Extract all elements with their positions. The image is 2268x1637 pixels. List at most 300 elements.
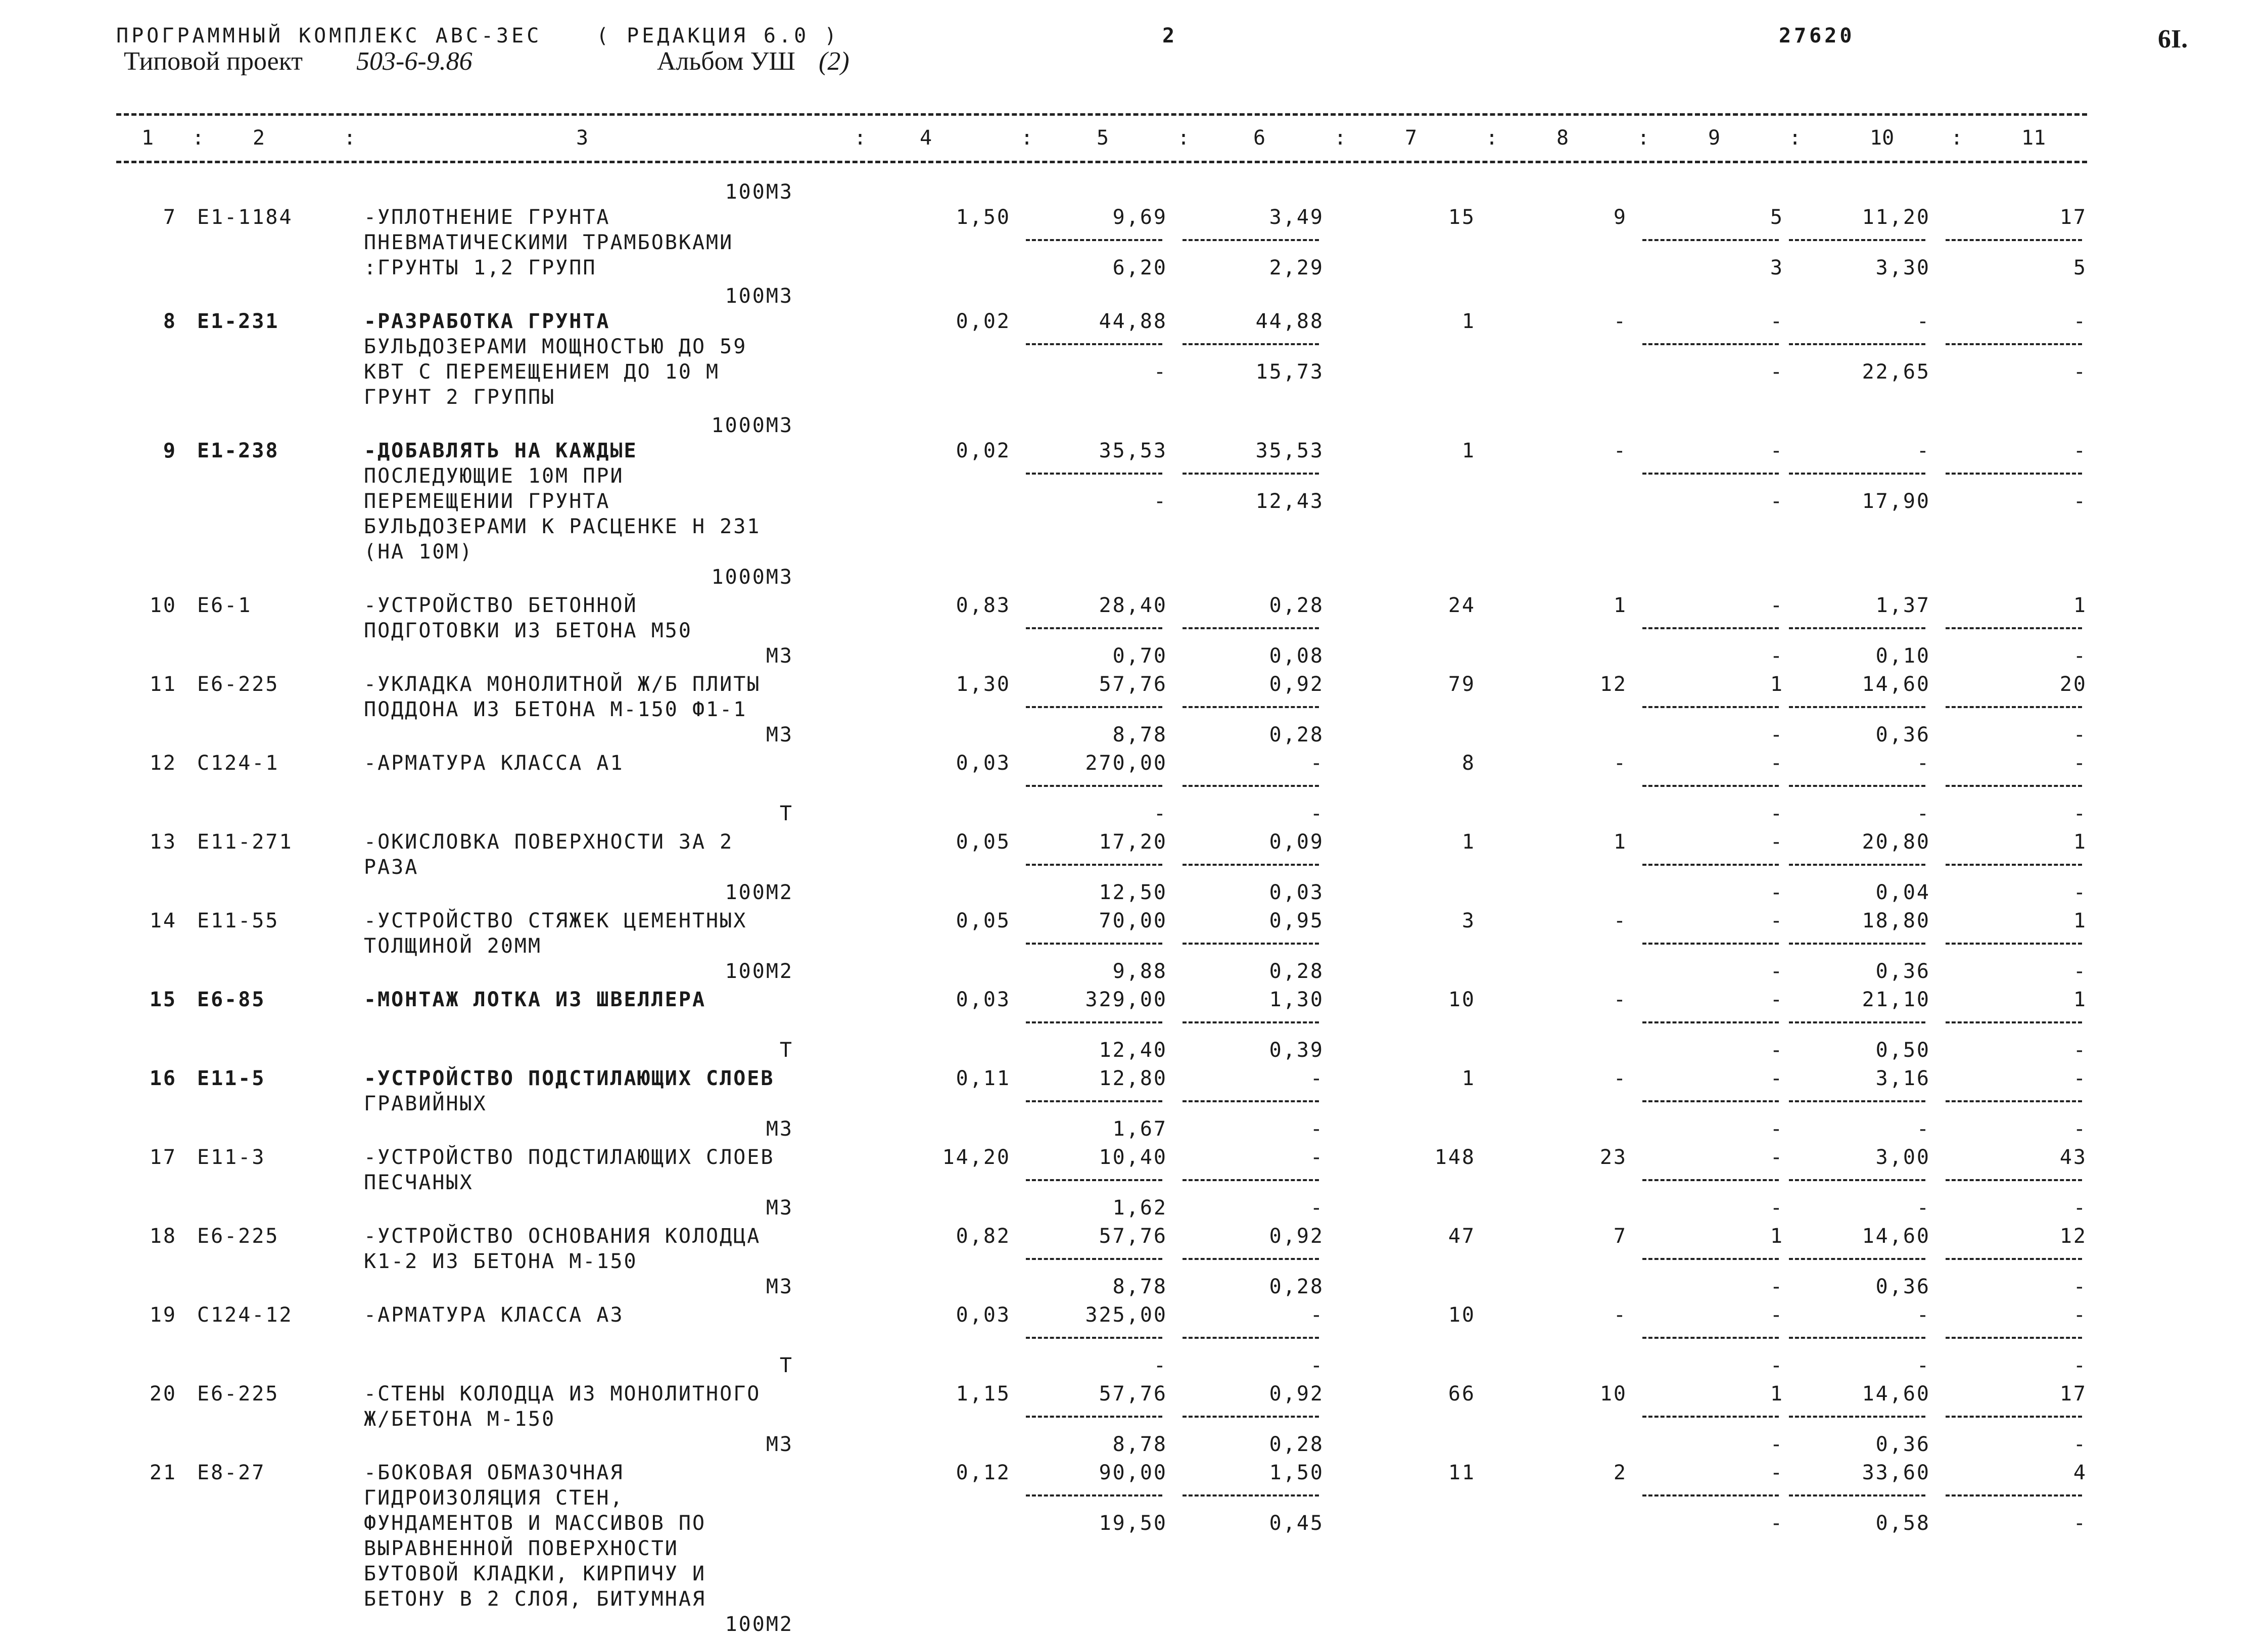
work-description: -МОНТАЖ ЛОТКА ИЗ ШВЕЛЛЕРА [364,988,706,1011]
rate-code: Е11-271 [197,830,293,854]
work-description: ПЕРЕМЕЩЕНИИ ГРУНТА [364,490,610,513]
machine-cost-value: - [1310,1067,1324,1090]
col-11-sub-value: - [2073,644,2087,668]
col-9-value: - [1770,752,1784,775]
quantity: 14,20 [942,1146,1011,1169]
work-description: БУЛЬДОЗЕРАМИ МОЩНОСТЬЮ ДО 59 [364,335,747,358]
col-11-value: - [2073,1303,2087,1327]
subtotal-divider [1026,1021,1162,1023]
quantity: 0,02 [956,310,1011,333]
col-8: - [1613,439,1627,462]
column-header-2: 2 [253,126,265,150]
unit-cost-sub-value: 6,20 [1112,256,1167,279]
work-description: ПОДГОТОВКИ ИЗ БЕТОНА М50 [364,619,692,642]
col-9-sub-value: - [1770,1117,1784,1141]
column-separator: : [1021,126,1033,150]
work-description: -УСТРОЙСТВО БЕТОННОЙ [364,594,638,617]
quantity: 0,05 [956,909,1011,932]
column-separator: : [1789,126,1802,150]
col-11-value: 12 [2059,1225,2087,1248]
machine-cost-sub-value: 0,03 [1269,881,1324,904]
rate-code: Е6-225 [197,1382,279,1406]
col-9-sub-value: - [1770,1275,1784,1298]
subtotal-divider [1789,1416,1925,1418]
project-number: 503-6-9.86 [356,47,472,76]
machine-cost-sub-value: 0,39 [1269,1039,1324,1062]
column-header-11: 11 [2021,126,2046,150]
subtotal-divider [1946,473,2082,475]
machine-cost-value: - [1310,1146,1324,1169]
machine-cost-sub-value: 15,73 [1255,360,1324,384]
row-number: 18 [149,1225,177,1248]
unit-cost-value: 17,20 [1099,830,1167,854]
subtotal-divider [1946,1100,2082,1102]
edition-label: ( РЕДАКЦИЯ 6.0 ) [596,24,840,48]
unit-cost-value: 10,40 [1099,1146,1167,1169]
rate-code: С124-1 [197,752,279,775]
row-number: 13 [149,830,177,854]
unit-cost-sub-value: 9,88 [1112,960,1167,983]
subtotal-divider [1026,343,1162,345]
unit-of-measure: 100М2 [725,960,793,983]
subtotal-divider [1183,343,1319,345]
subtotal-divider [1183,864,1319,866]
unit-of-measure: 100М3 [725,180,793,204]
machine-cost-sub-value: 0,45 [1269,1512,1324,1535]
col-11-sub-value: - [2073,802,2087,825]
rate-code: С124-12 [197,1303,293,1327]
rate-code: Е1-238 [197,439,279,462]
labor-col-7: 148 [1434,1146,1476,1169]
rate-code: Е6-225 [197,673,279,696]
subtotal-divider [1642,1258,1779,1260]
unit-of-measure: Т [779,802,793,825]
machine-cost-value: 0,28 [1269,594,1324,617]
subtotal-divider [1789,1021,1925,1023]
subtotal-divider [1642,943,1779,945]
machine-cost-value: 0,92 [1269,1225,1324,1248]
machine-cost-sub-value: - [1310,1354,1324,1377]
work-description: -УКЛАДКА МОНОЛИТНОЙ Ж/Б ПЛИТЫ [364,673,761,696]
row-number: 10 [149,594,177,617]
col-10-value: - [1916,1303,1930,1327]
col-10-sub-value: 3,30 [1875,256,1930,279]
quantity: 0,03 [956,1303,1011,1327]
unit-cost-value: 57,76 [1099,1382,1167,1406]
column-separator: : [1334,126,1347,150]
row-number: 11 [149,673,177,696]
work-description: -БОКОВАЯ ОБМАЗОЧНАЯ [364,1461,624,1484]
work-description: -ОКИСЛОВКА ПОВЕРХНОСТИ ЗА 2 [364,830,734,854]
column-header-1: 1 [141,126,154,150]
subtotal-divider [1642,864,1779,866]
work-description: ФУНДАМЕНТОВ И МАССИВОВ ПО [364,1512,706,1535]
col-8: - [1613,1303,1627,1327]
machine-cost-sub-value: 0,28 [1269,1433,1324,1456]
work-description: К1-2 ИЗ БЕТОНА М-150 [364,1250,638,1273]
work-description: -ДОБАВЛЯТЬ НА КАЖДЫЕ [364,439,638,462]
work-description: -УСТРОЙСТВО ОСНОВАНИЯ КОЛОДЦА [364,1225,761,1248]
col-10-value: 14,60 [1862,1382,1930,1406]
column-separator: : [1637,126,1650,150]
col-10-value: 11,20 [1862,206,1930,229]
col-11-sub-value: - [2073,723,2087,746]
work-description: ГРУНТ 2 ГРУППЫ [364,386,556,409]
subtotal-divider [1789,1100,1925,1102]
subtotal-divider [1642,1337,1779,1339]
subtotal-divider [1946,785,2082,787]
subtotal-divider [1026,1100,1162,1102]
col-9-value: - [1770,439,1784,462]
subtotal-divider [1789,473,1925,475]
machine-cost-value: 0,09 [1269,830,1324,854]
unit-cost-value: 35,53 [1099,439,1167,462]
subtotal-divider [1026,239,1162,241]
machine-cost-value: 35,53 [1255,439,1324,462]
col-9-value: - [1770,594,1784,617]
labor-col-7: 11 [1448,1461,1476,1484]
work-description: ПОСЛЕДУЮЩИЕ 10М ПРИ [364,464,624,488]
col-11-sub-value: - [2073,960,2087,983]
col-10-value: 20,80 [1862,830,1930,854]
quantity: 1,15 [956,1382,1011,1406]
work-description: ВЫРАВНЕННОЙ ПОВЕРХНОСТИ [364,1537,679,1560]
unit-of-measure: М3 [766,1117,793,1141]
col-11-sub-value: - [2073,1433,2087,1456]
subtotal-divider [1026,627,1162,629]
column-separator: : [192,126,205,150]
work-description: -УСТРОЙСТВО ПОДСТИЛАЮЩИХ СЛОЕВ [364,1146,775,1169]
quantity: 1,50 [956,206,1011,229]
machine-cost-sub-value: 12,43 [1255,490,1324,513]
machine-cost-value: 44,88 [1255,310,1324,333]
col-8: - [1613,752,1627,775]
col-11-sub-value: - [2073,881,2087,904]
unit-cost-sub-value: 8,78 [1112,723,1167,746]
work-description: БУЛЬДОЗЕРАМИ К РАСЦЕНКЕ Н 231 [364,515,761,538]
quantity: 1,30 [956,673,1011,696]
subtotal-divider [1789,1494,1925,1496]
unit-cost-value: 325,00 [1085,1303,1167,1327]
work-description: -РАЗРАБОТКА ГРУНТА [364,310,610,333]
work-description: ПЕСЧАНЫХ [364,1171,474,1194]
col-9-sub-value: - [1770,644,1784,668]
labor-col-7: 24 [1448,594,1476,617]
col-11-value: 1 [2073,594,2087,617]
col-10-value: 3,00 [1875,1146,1930,1169]
col-9-value: 1 [1770,1382,1784,1406]
col-10-value: - [1916,439,1930,462]
machine-cost-sub-value: - [1310,802,1324,825]
subtotal-divider [1946,1416,2082,1418]
col-8: 10 [1599,1382,1627,1406]
work-description: ГИДРОИЗОЛЯЦИЯ СТЕН, [364,1486,624,1510]
work-description: РАЗА [364,856,419,879]
subtotal-divider [1183,1179,1319,1181]
col-11-sub-value: - [2073,490,2087,513]
rate-code: Е1-231 [197,310,279,333]
work-description: БУТОВОЙ КЛАДКИ, КИРПИЧУ И [364,1562,706,1585]
col-10-sub-value: 0,36 [1875,723,1930,746]
col-10-value: 21,10 [1862,988,1930,1011]
unit-of-measure: 100М3 [725,285,793,308]
col-8: 9 [1613,206,1627,229]
col-10-sub-value: 0,36 [1875,1433,1930,1456]
subtotal-divider [1642,1021,1779,1023]
col-10-value: 18,80 [1862,909,1930,932]
program-title: ПРОГРАММНЫЙ КОМПЛЕКС АВС-3ЕС [116,24,542,48]
col-9-value: 1 [1770,1225,1784,1248]
col-10-value: - [1916,310,1930,333]
column-header-5: 5 [1097,126,1109,150]
work-description: КВТ С ПЕРЕМЕЩЕНИЕМ ДО 10 М [364,360,720,384]
subtotal-divider [1183,1337,1319,1339]
work-description: -СТЕНЫ КОЛОДЦА ИЗ МОНОЛИТНОГО [364,1382,761,1406]
subtotal-divider [1642,706,1779,708]
subtotal-divider [1183,706,1319,708]
labor-col-7: 47 [1448,1225,1476,1248]
work-description: -УСТРОЙСТВО СТЯЖЕК ЦЕМЕНТНЫХ [364,909,747,932]
unit-cost-sub-value: - [1153,802,1167,825]
col-10-sub-value: 0,58 [1875,1512,1930,1535]
work-description: :ГРУНТЫ 1,2 ГРУПП [364,256,597,279]
col-10-sub-value: 0,36 [1875,960,1930,983]
col-9-sub-value: - [1770,723,1784,746]
unit-cost-sub-value: 12,40 [1099,1039,1167,1062]
col-11-value: 1 [2073,830,2087,854]
col-9-sub-value: - [1770,1433,1784,1456]
machine-cost-sub-value: 0,08 [1269,644,1324,668]
machine-cost-sub-value: 0,28 [1269,723,1324,746]
col-9-sub-value: - [1770,802,1784,825]
col-10-value: 14,60 [1862,1225,1930,1248]
rate-code: Е6-85 [197,988,266,1011]
project-label: Типовой проект [124,47,303,76]
machine-cost-sub-value: 2,29 [1269,256,1324,279]
col-8: 1 [1613,594,1627,617]
subtotal-divider [1946,1494,2082,1496]
col-8: - [1613,1067,1627,1090]
row-number: 14 [149,909,177,932]
col-10-sub-value: 0,10 [1875,644,1930,668]
row-number: 17 [149,1146,177,1169]
quantity: 0,03 [956,988,1011,1011]
col-11-sub-value: - [2073,1354,2087,1377]
unit-cost-value: 270,00 [1085,752,1167,775]
col-8: 7 [1613,1225,1627,1248]
labor-col-7: 15 [1448,206,1476,229]
subtotal-divider [1946,1021,2082,1023]
labor-col-7: 1 [1461,439,1476,462]
machine-cost-value: 0,92 [1269,1382,1324,1406]
col-11-value: - [2073,310,2087,333]
col-9-sub-value: - [1770,881,1784,904]
subtotal-divider [1946,706,2082,708]
rate-code: Е11-3 [197,1146,266,1169]
subtotal-divider [1789,1179,1925,1181]
subtotal-divider [1789,239,1925,241]
col-9-sub-value: 3 [1770,256,1784,279]
col-8: - [1613,310,1627,333]
subtotal-divider [1789,706,1925,708]
quantity: 0,11 [956,1067,1011,1090]
col-11-sub-value: - [2073,1196,2087,1220]
column-separator: : [1486,126,1498,150]
row-number: 20 [149,1382,177,1406]
col-9-value: 1 [1770,673,1784,696]
unit-cost-value: 57,76 [1099,1225,1167,1248]
col-11-value: - [2073,1067,2087,1090]
col-11-value: 17 [2059,206,2087,229]
unit-of-measure: М3 [766,644,793,668]
subtotal-divider [1642,627,1779,629]
subtotal-divider [1789,627,1925,629]
row-number: 16 [149,1067,177,1090]
col-11-sub-value: - [2073,1512,2087,1535]
subtotal-divider [1642,473,1779,475]
col-10-value: - [1916,752,1930,775]
subtotal-divider [1026,785,1162,787]
page-number: 6I. [2158,25,2188,54]
unit-cost-value: 90,00 [1099,1461,1167,1484]
unit-cost-value: 12,80 [1099,1067,1167,1090]
col-9-sub-value: - [1770,360,1784,384]
subtotal-divider [1789,785,1925,787]
labor-col-7: 66 [1448,1382,1476,1406]
unit-cost-sub-value: 12,50 [1099,881,1167,904]
subtotal-divider [1183,943,1319,945]
column-header-3: 3 [576,126,589,150]
unit-of-measure: М3 [766,723,793,746]
col-9-value: - [1770,310,1784,333]
col-9-value: - [1770,1146,1784,1169]
column-separator: : [344,126,356,150]
col-8: 1 [1613,830,1627,854]
machine-cost-value: - [1310,752,1324,775]
col-9-sub-value: - [1770,1354,1784,1377]
col-10-sub-value: - [1916,1196,1930,1220]
column-header-7: 7 [1405,126,1418,150]
unit-cost-value: 28,40 [1099,594,1167,617]
machine-cost-sub-value: 0,28 [1269,1275,1324,1298]
header-rule-bottom [116,161,2087,163]
column-separator: : [1177,126,1190,150]
column-separator: : [1951,126,1963,150]
unit-cost-value: 9,69 [1112,206,1167,229]
subtotal-divider [1789,864,1925,866]
work-description: Ж/БЕТОНА М-150 [364,1408,556,1431]
col-10-value: 33,60 [1862,1461,1930,1484]
subtotal-divider [1183,1494,1319,1496]
subtotal-divider [1183,473,1319,475]
work-description: -АРМАТУРА КЛАССА А3 [364,1303,624,1327]
subtotal-divider [1026,864,1162,866]
col-9-value: - [1770,988,1784,1011]
col-10-sub-value: - [1916,802,1930,825]
col-10-sub-value: 0,36 [1875,1275,1930,1298]
col-10-sub-value: 0,04 [1875,881,1930,904]
col-10-value: 3,16 [1875,1067,1930,1090]
work-description: -АРМАТУРА КЛАССА А1 [364,752,624,775]
work-description: ГРАВИЙНЫХ [364,1092,487,1115]
row-number: 19 [149,1303,177,1327]
subtotal-divider [1183,1258,1319,1260]
col-9-sub-value: - [1770,490,1784,513]
col-9-value: - [1770,909,1784,932]
unit-of-measure: 100М2 [725,1613,793,1636]
labor-col-7: 10 [1448,988,1476,1011]
labor-col-7: 3 [1461,909,1476,932]
work-description: БЕТОНУ В 2 СЛОЯ, БИТУМНАЯ [364,1587,706,1611]
machine-cost-value: 1,30 [1269,988,1324,1011]
col-11-value: 20 [2059,673,2087,696]
quantity: 0,05 [956,830,1011,854]
subtotal-divider [1026,1179,1162,1181]
col-11-sub-value: - [2073,1275,2087,1298]
column-header-9: 9 [1708,126,1721,150]
work-description: (НА 10М) [364,540,474,564]
work-description: ТОЛЩИНОЙ 20ММ [364,934,542,958]
machine-cost-value: 0,95 [1269,909,1324,932]
col-11-value: - [2073,752,2087,775]
col-9-value: - [1770,830,1784,854]
subtotal-divider [1183,785,1319,787]
col-11-sub-value: - [2073,360,2087,384]
subtotal-divider [1946,627,2082,629]
col-8: 12 [1599,673,1627,696]
subtotal-divider [1642,1179,1779,1181]
col-11-sub-value: - [2073,1117,2087,1141]
subtotal-divider [1026,1494,1162,1496]
rate-code: Е1-1184 [197,206,293,229]
unit-cost-sub-value: 8,78 [1112,1275,1167,1298]
column-separator: : [854,126,867,150]
unit-cost-value: 70,00 [1099,909,1167,932]
document-code: 27620 [1779,24,1855,48]
subtotal-divider [1946,864,2082,866]
unit-of-measure: М3 [766,1196,793,1220]
rate-code: Е6-225 [197,1225,279,1248]
unit-cost-sub-value: - [1153,490,1167,513]
quantity: 0,12 [956,1461,1011,1484]
col-9-sub-value: - [1770,960,1784,983]
labor-col-7: 1 [1461,1067,1476,1090]
col-9-value: - [1770,1303,1784,1327]
unit-cost-value: 57,76 [1099,673,1167,696]
unit-cost-sub-value: 8,78 [1112,1433,1167,1456]
machine-cost-value: 0,92 [1269,673,1324,696]
subtotal-divider [1946,343,2082,345]
col-11-value: 1 [2073,909,2087,932]
unit-of-measure: Т [779,1039,793,1062]
work-description: -УСТРОЙСТВО ПОДСТИЛАЮЩИХ СЛОЕВ [364,1067,775,1090]
quantity: 0,83 [956,594,1011,617]
column-header-4: 4 [920,126,932,150]
work-description: ПНЕВМАТИЧЕСКИМИ ТРАМБОВКАМИ [364,231,734,254]
col-11-value: - [2073,439,2087,462]
subtotal-divider [1946,1337,2082,1339]
labor-col-7: 1 [1461,310,1476,333]
subtotal-divider [1642,343,1779,345]
work-description: ПОДДОНА ИЗ БЕТОНА М-150 Ф1-1 [364,698,747,721]
machine-cost-sub-value: - [1310,1117,1324,1141]
subtotal-divider [1789,1258,1925,1260]
row-number: 9 [163,439,177,462]
rate-code: Е11-5 [197,1067,266,1090]
subtotal-divider [1183,1416,1319,1418]
col-9-sub-value: - [1770,1196,1784,1220]
col-8: - [1613,909,1627,932]
